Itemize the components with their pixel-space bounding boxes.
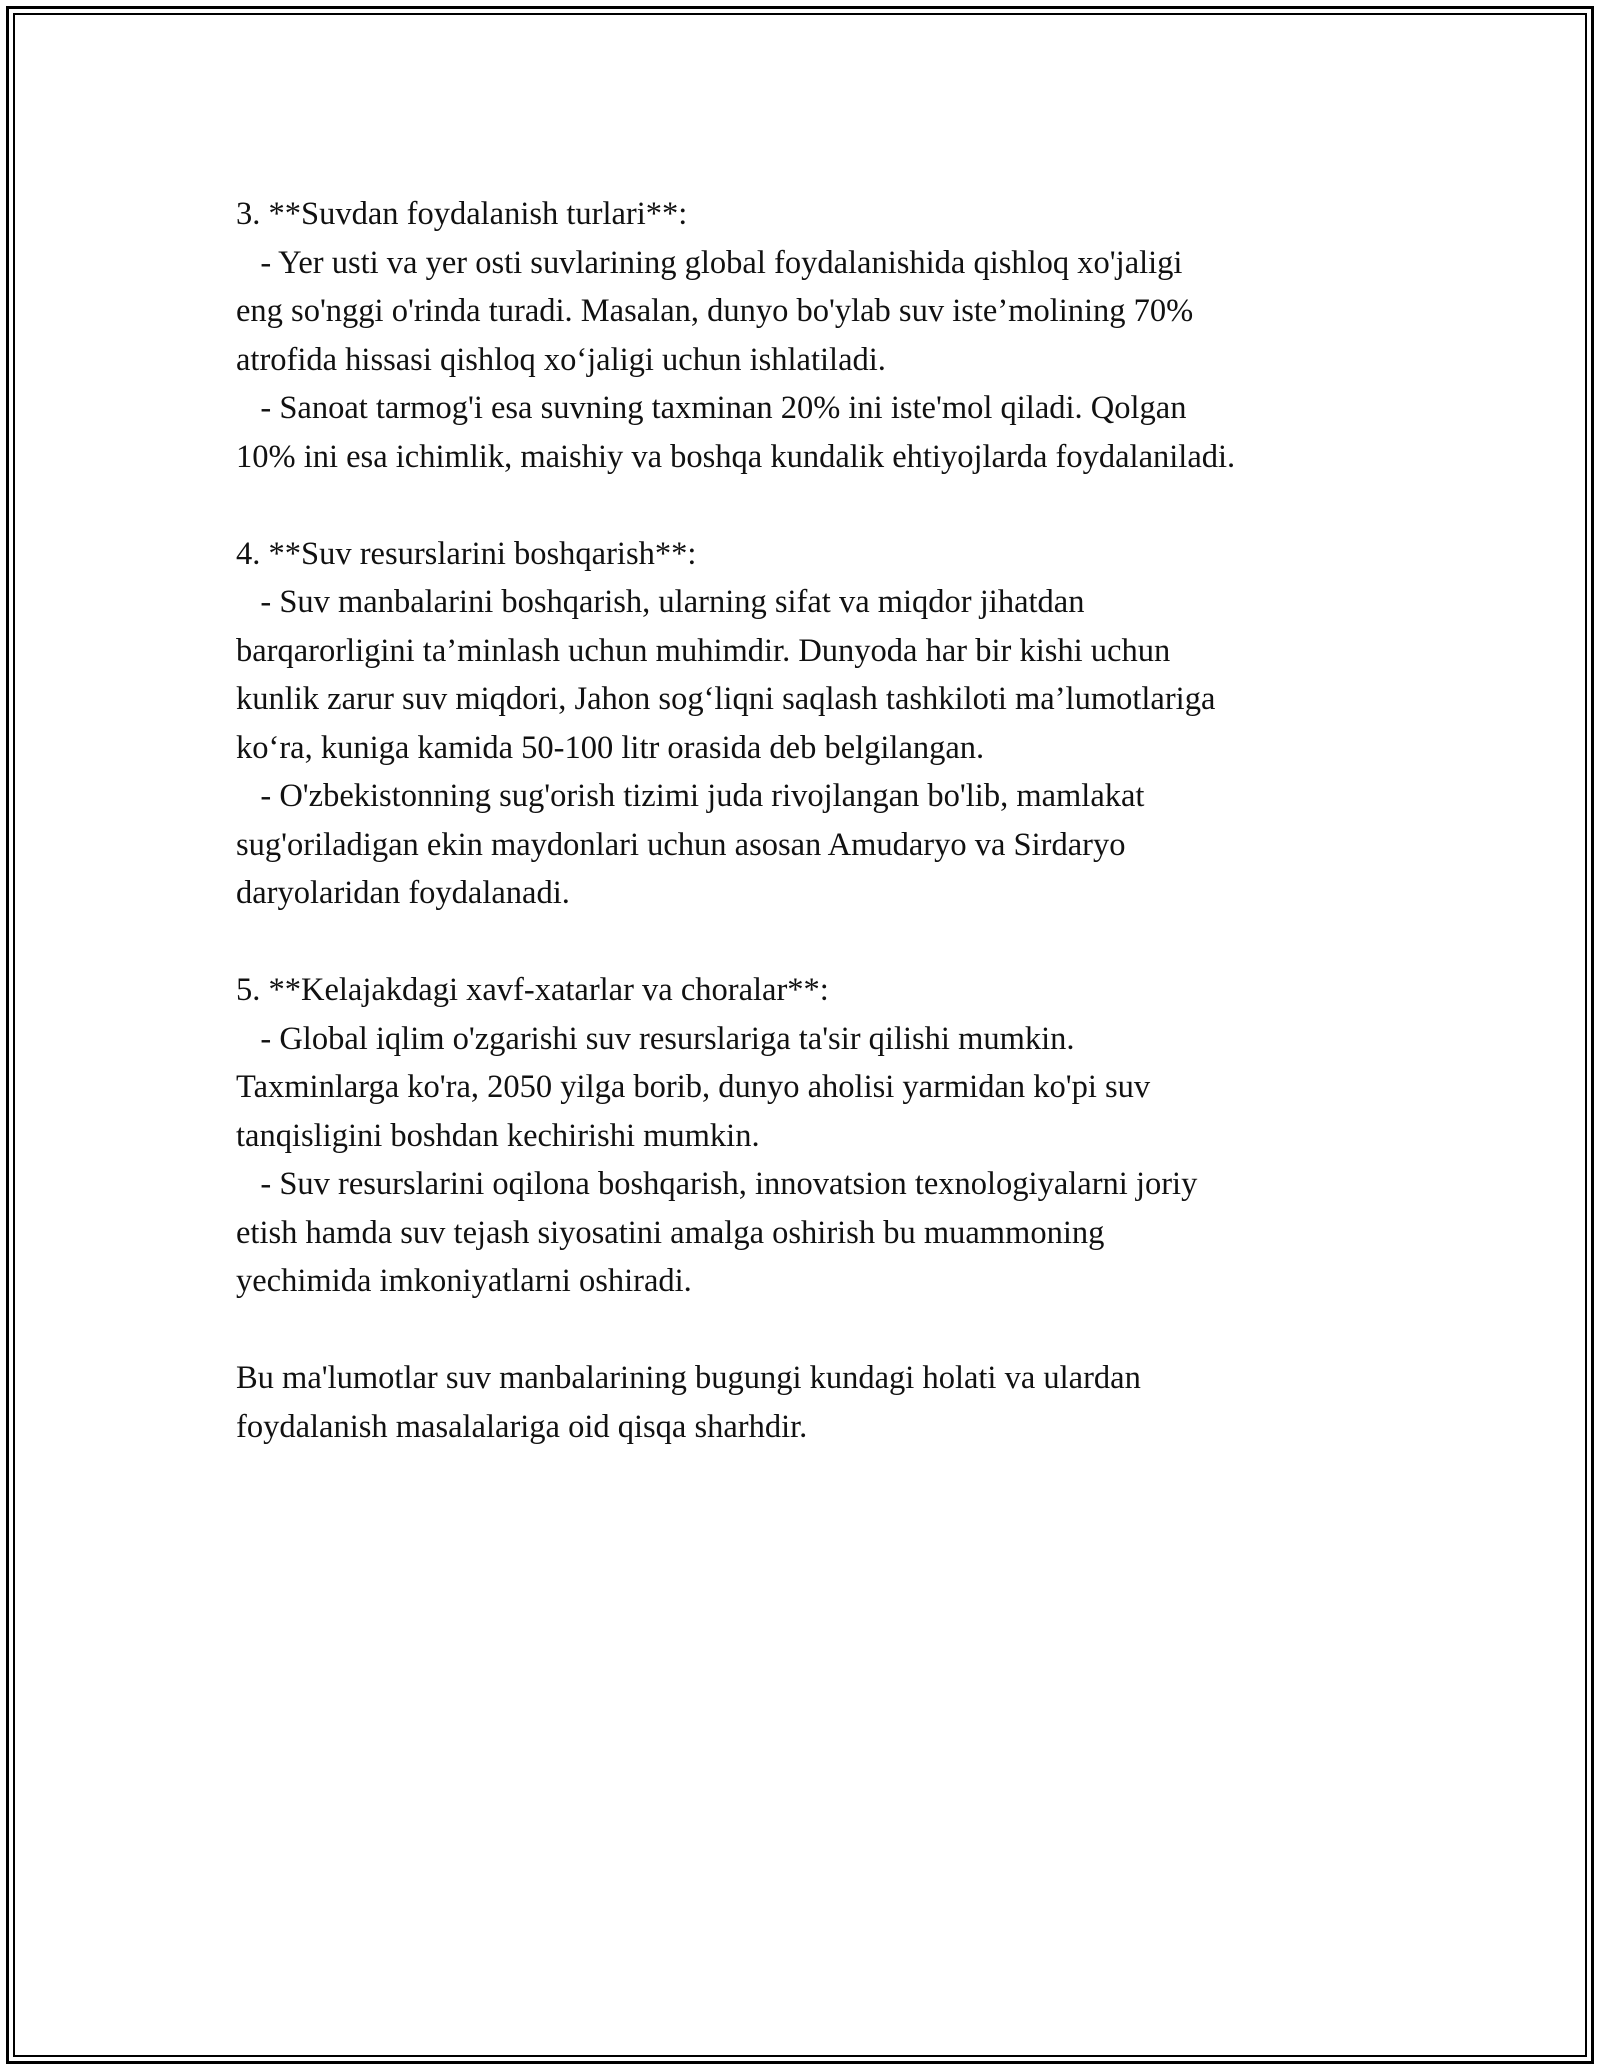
paragraph-gap: [236, 1306, 1396, 1355]
text-line: - Suv resurslarini oqilona boshqarish, innovatsion texnologiyalarni joriy: [236, 1166, 1198, 1202]
section-3-heading: 3. **Suvdan foydalanish turlari**:: [236, 196, 688, 232]
text-line: etish hamda suv tejash siyosatini amalga oshirish bu muammoning: [236, 1214, 1105, 1251]
text-line: eng so'nggi o'rinda turadi. Masalan, dunyo bo'ylab suv iste’molining 70%: [236, 293, 1194, 329]
text-line: 10% ini esa ichimlik, maishiy va boshqa kundalik ehtiyojlarda foydalaniladi.: [236, 438, 1236, 475]
section-5-heading: 5. **Kelajakdagi xavf-xatarlar va choralar**:: [236, 972, 829, 1008]
paragraph-gap: [236, 481, 1396, 530]
conclusion-line: foydalanish masalalariga oid qisqa sharhdir.: [236, 1408, 808, 1445]
text-line: ko‘ra, kuniga kamida 50-100 litr orasida deb belgilangan.: [236, 729, 985, 766]
text-line: yechimida imkoniyatlarni oshiradi.: [236, 1263, 692, 1299]
paragraph-gap: [236, 918, 1396, 967]
text-line: kunlik zarur suv miqdori, Jahon sog‘liqni saqlash tashkiloti ma’lumotlariga: [236, 681, 1216, 717]
text-line: - Global iqlim o'zgarishi suv resurslariga ta'sir qilishi mumkin.: [236, 1020, 1075, 1057]
document-body: [236, 190, 1396, 1451]
text-line: sug'oriladigan ekin maydonlari uchun asosan Amudaryo va Sirdaryo: [236, 826, 1126, 863]
conclusion-line: Bu ma'lumotlar suv manbalarining bugungi kundagi holati va ulardan: [236, 1360, 1141, 1396]
text-line: - O'zbekistonning sug'orish tizimi juda rivojlangan bo'lib, mamlakat: [236, 778, 1145, 814]
text-line: tanqisligini boshdan kechirishi mumkin.: [236, 1117, 760, 1154]
section-4-heading: 4. **Suv resurslarini boshqarish**:: [236, 535, 697, 572]
text-line: atrofida hissasi qishloq xo‘jaligi uchun ishlatiladi.: [236, 341, 886, 378]
text-line: - Sanoat tarmog'i esa suvning taxminan 20% ini iste'mol qiladi. Qolgan: [236, 390, 1187, 426]
text-line: - Suv manbalarini boshqarish, ularning sifat va miqdor jihatdan: [236, 584, 1085, 620]
text-line: Taxminlarga ko'ra, 2050 yilga borib, dunyo aholisi yarmidan ko'pi suv: [236, 1069, 1151, 1105]
text-line: barqarorligini ta’minlash uchun muhimdir. Dunyoda har bir kishi uchun: [236, 632, 1171, 669]
text-line: daryolaridan foydalanadi.: [236, 875, 570, 911]
text-line: - Yer usti va yer osti suvlarining global foydalanishida qishloq xo'jaligi: [236, 244, 1183, 281]
